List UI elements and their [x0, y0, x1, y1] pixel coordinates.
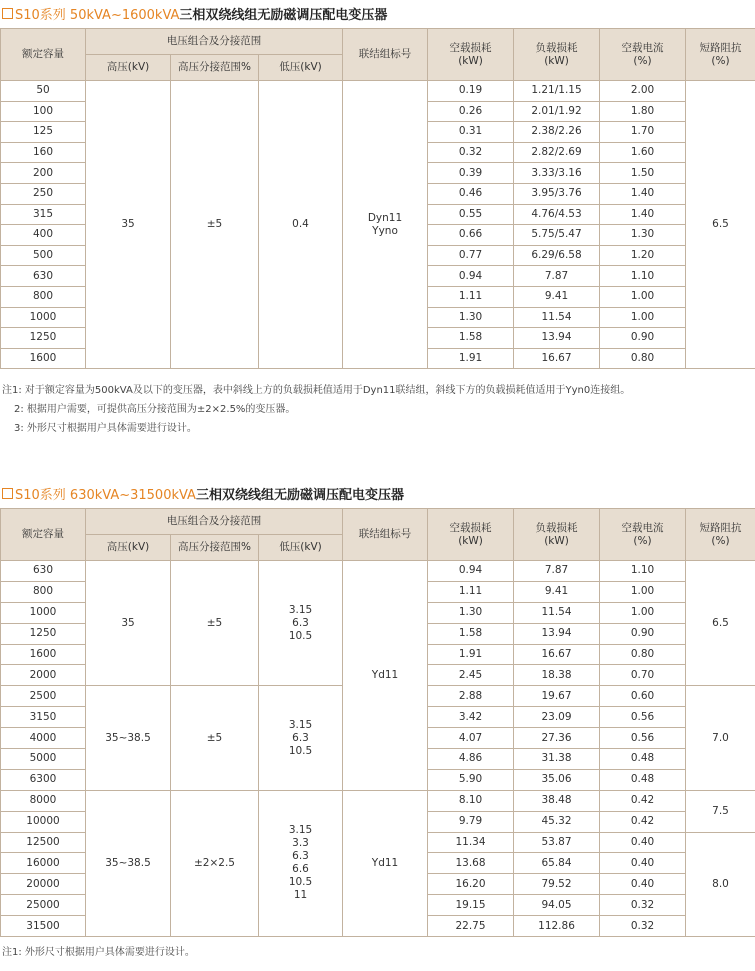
cell-noload-loss: 0.66 — [428, 225, 514, 246]
header-hv: 高压(kV) — [86, 55, 171, 81]
cell-noload-loss: 0.31 — [428, 122, 514, 143]
section-title — [0, 4, 755, 28]
cell-capacity: 31500 — [1, 916, 86, 937]
cell-capacity: 1250 — [1, 623, 86, 644]
cell-capacity: 8000 — [1, 790, 86, 811]
cell-load-loss: 2.01/1.92 — [514, 101, 600, 122]
cell-capacity: 1000 — [1, 307, 86, 328]
cell-noload-loss: 1.91 — [428, 348, 514, 369]
cell-load-loss: 16.67 — [514, 348, 600, 369]
cell-load-loss: 94.05 — [514, 895, 600, 916]
header-hv: 高压(kV) — [86, 535, 171, 561]
cell-vector-group: Yd11 — [343, 790, 428, 936]
header-noload-current: 空载电流 (%) — [600, 509, 686, 561]
header-load-loss: 负载损耗 (kW) — [514, 29, 600, 81]
header-lv: 低压(kV) — [259, 55, 343, 81]
cell-capacity: 500 — [1, 245, 86, 266]
cell-load-loss: 13.94 — [514, 623, 600, 644]
cell-load-loss: 4.76/4.53 — [514, 204, 600, 225]
notes-1 — [0, 381, 755, 438]
spec-table-1 — [0, 28, 755, 369]
cell-noload-loss: 8.10 — [428, 790, 514, 811]
cell-capacity: 1000 — [1, 602, 86, 623]
cell-noload-current: 0.80 — [600, 348, 686, 369]
cell-impedance: 6.5 — [686, 81, 755, 369]
cell-load-loss: 9.41 — [514, 286, 600, 307]
cell-noload-loss: 13.68 — [428, 853, 514, 874]
cell-noload-loss: 1.58 — [428, 623, 514, 644]
section-title — [0, 484, 755, 508]
cell-hv: 35~38.5 — [86, 790, 171, 936]
cell-noload-current: 1.00 — [600, 286, 686, 307]
cell-capacity: 4000 — [1, 728, 86, 749]
note-line: 2: 根据用户需要，可提供高压分接范围为±2×2.5%的变压器。 — [14, 404, 296, 416]
cell-load-loss: 1.21/1.15 — [514, 81, 600, 102]
note-line: 3: 外形尺寸根据用户具体需要进行设计。 — [14, 423, 197, 435]
cell-capacity: 6300 — [1, 769, 86, 790]
title-series: S10系列 50kVA~1600kVA — [15, 8, 180, 23]
header-capacity: 额定容量 — [1, 509, 86, 561]
checkbox-square-icon — [2, 488, 13, 499]
cell-load-loss: 79.52 — [514, 874, 600, 895]
cell-load-loss: 38.48 — [514, 790, 600, 811]
cell-load-loss: 27.36 — [514, 728, 600, 749]
cell-hv: 35 — [86, 81, 171, 369]
cell-load-loss: 23.09 — [514, 707, 600, 728]
cell-noload-loss: 0.94 — [428, 561, 514, 582]
section-s10-50-1600 — [0, 4, 755, 438]
header-lv: 低压(kV) — [259, 535, 343, 561]
cell-load-loss: 45.32 — [514, 811, 600, 832]
cell-hv: 35 — [86, 561, 171, 686]
cell-impedance: 6.5 — [686, 561, 755, 686]
cell-noload-current: 0.90 — [600, 623, 686, 644]
cell-tap-range: ±2×2.5 — [171, 790, 259, 936]
cell-capacity: 25000 — [1, 895, 86, 916]
title-description: 三相双绕线组无励磁调压配电变压器 — [195, 488, 404, 503]
cell-noload-current: 1.00 — [600, 581, 686, 602]
cell-capacity: 2500 — [1, 686, 86, 707]
note-line: 注1: 外形尺寸根据用户具体需要进行设计。 — [2, 947, 195, 959]
cell-lv: 3.15 3.3 6.3 6.6 10.5 11 — [259, 790, 343, 936]
checkbox-square-icon — [2, 8, 13, 19]
title-description: 三相双绕线组无励磁调压配电变压器 — [179, 8, 388, 23]
cell-load-loss: 9.41 — [514, 581, 600, 602]
cell-load-loss: 2.38/2.26 — [514, 122, 600, 143]
cell-noload-loss: 4.07 — [428, 728, 514, 749]
cell-capacity: 200 — [1, 163, 86, 184]
cell-hv: 35~38.5 — [86, 686, 171, 790]
cell-noload-loss: 0.94 — [428, 266, 514, 287]
section-s10-630-31500 — [0, 484, 755, 962]
cell-noload-current: 1.30 — [600, 225, 686, 246]
header-noload-loss: 空载损耗 (kW) — [428, 509, 514, 561]
cell-capacity: 50 — [1, 81, 86, 102]
cell-noload-current: 0.40 — [600, 853, 686, 874]
cell-tap-range: ±5 — [171, 686, 259, 790]
cell-vector-group: Dyn11 Yyno — [343, 81, 428, 369]
cell-noload-current: 0.48 — [600, 749, 686, 770]
cell-noload-current: 1.00 — [600, 307, 686, 328]
header-impedance: 短路阻抗 (%) — [686, 509, 755, 561]
cell-noload-current: 0.80 — [600, 644, 686, 665]
cell-lv: 3.15 6.3 10.5 — [259, 686, 343, 790]
cell-load-loss: 11.54 — [514, 307, 600, 328]
cell-load-loss: 31.38 — [514, 749, 600, 770]
title-series: S10系列 630kVA~31500kVA — [15, 488, 196, 503]
cell-noload-current: 1.50 — [600, 163, 686, 184]
cell-load-loss: 19.67 — [514, 686, 600, 707]
spec-table-2 — [0, 508, 755, 937]
header-load-loss: 负载损耗 (kW) — [514, 509, 600, 561]
cell-load-loss: 53.87 — [514, 832, 600, 853]
cell-noload-current: 0.90 — [600, 328, 686, 349]
cell-noload-loss: 1.91 — [428, 644, 514, 665]
cell-load-loss: 2.82/2.69 — [514, 142, 600, 163]
cell-load-loss: 7.87 — [514, 266, 600, 287]
cell-noload-current: 0.32 — [600, 916, 686, 937]
cell-load-loss: 35.06 — [514, 769, 600, 790]
cell-noload-loss: 9.79 — [428, 811, 514, 832]
cell-impedance: 7.0 — [686, 686, 755, 790]
cell-capacity: 2000 — [1, 665, 86, 686]
cell-noload-loss: 11.34 — [428, 832, 514, 853]
cell-noload-loss: 22.75 — [428, 916, 514, 937]
cell-capacity: 160 — [1, 142, 86, 163]
cell-capacity: 800 — [1, 286, 86, 307]
cell-capacity: 1600 — [1, 348, 86, 369]
header-tap-range: 高压分接范围% — [171, 55, 259, 81]
cell-capacity: 10000 — [1, 811, 86, 832]
cell-load-loss: 16.67 — [514, 644, 600, 665]
cell-noload-loss: 5.90 — [428, 769, 514, 790]
cell-noload-current: 2.00 — [600, 81, 686, 102]
cell-noload-current: 0.70 — [600, 665, 686, 686]
cell-noload-current: 1.10 — [600, 561, 686, 582]
cell-noload-loss: 0.46 — [428, 183, 514, 204]
cell-noload-loss: 19.15 — [428, 895, 514, 916]
cell-tap-range: ±5 — [171, 81, 259, 369]
cell-noload-current: 1.40 — [600, 183, 686, 204]
cell-capacity: 16000 — [1, 853, 86, 874]
header-noload-current: 空载电流 (%) — [600, 29, 686, 81]
cell-impedance: 7.5 — [686, 790, 755, 832]
cell-noload-loss: 1.30 — [428, 602, 514, 623]
cell-lv: 0.4 — [259, 81, 343, 369]
cell-noload-current: 0.42 — [600, 811, 686, 832]
cell-capacity: 250 — [1, 183, 86, 204]
cell-noload-loss: 2.45 — [428, 665, 514, 686]
cell-noload-current: 0.42 — [600, 790, 686, 811]
cell-capacity: 1600 — [1, 644, 86, 665]
header-impedance: 短路阻抗 (%) — [686, 29, 755, 81]
cell-capacity: 125 — [1, 122, 86, 143]
cell-capacity: 12500 — [1, 832, 86, 853]
cell-capacity: 5000 — [1, 749, 86, 770]
header-noload-loss: 空载损耗 (kW) — [428, 29, 514, 81]
cell-noload-loss: 1.11 — [428, 286, 514, 307]
cell-noload-loss: 0.32 — [428, 142, 514, 163]
header-capacity: 额定容量 — [1, 29, 86, 81]
cell-load-loss: 5.75/5.47 — [514, 225, 600, 246]
cell-capacity: 315 — [1, 204, 86, 225]
cell-noload-loss: 0.77 — [428, 245, 514, 266]
header-vector-group: 联结组标号 — [343, 29, 428, 81]
cell-noload-loss: 1.30 — [428, 307, 514, 328]
cell-capacity: 1250 — [1, 328, 86, 349]
cell-capacity: 400 — [1, 225, 86, 246]
cell-noload-loss: 0.26 — [428, 101, 514, 122]
cell-load-loss: 13.94 — [514, 328, 600, 349]
cell-tap-range: ±5 — [171, 561, 259, 686]
cell-vector-group: Yd11 — [343, 561, 428, 791]
cell-load-loss: 65.84 — [514, 853, 600, 874]
cell-load-loss: 11.54 — [514, 602, 600, 623]
cell-noload-current: 0.60 — [600, 686, 686, 707]
cell-load-loss: 112.86 — [514, 916, 600, 937]
cell-noload-current: 1.00 — [600, 602, 686, 623]
header-vector-group: 联结组标号 — [343, 509, 428, 561]
cell-noload-current: 0.40 — [600, 874, 686, 895]
cell-noload-loss: 2.88 — [428, 686, 514, 707]
cell-capacity: 3150 — [1, 707, 86, 728]
cell-capacity: 100 — [1, 101, 86, 122]
cell-noload-current: 0.32 — [600, 895, 686, 916]
cell-lv: 3.15 6.3 10.5 — [259, 561, 343, 686]
cell-capacity: 20000 — [1, 874, 86, 895]
cell-noload-current: 1.60 — [600, 142, 686, 163]
cell-noload-current: 1.70 — [600, 122, 686, 143]
cell-noload-current: 1.80 — [600, 101, 686, 122]
cell-capacity: 800 — [1, 581, 86, 602]
cell-load-loss: 6.29/6.58 — [514, 245, 600, 266]
cell-noload-loss: 0.39 — [428, 163, 514, 184]
cell-noload-loss: 1.11 — [428, 581, 514, 602]
notes-2 — [0, 943, 755, 962]
cell-noload-loss: 3.42 — [428, 707, 514, 728]
header-tap-range: 高压分接范围% — [171, 535, 259, 561]
cell-noload-current: 1.40 — [600, 204, 686, 225]
cell-noload-current: 0.56 — [600, 707, 686, 728]
cell-noload-loss: 0.19 — [428, 81, 514, 102]
cell-noload-loss: 0.55 — [428, 204, 514, 225]
note-line: 注1: 对于额定容量为500kVA及以下的变压器，表中斜线上方的负载损耗值适用于Dyn11联结组，斜线下方的负载损耗值适用于Yyn0连接组。 — [2, 385, 631, 397]
cell-noload-current: 1.20 — [600, 245, 686, 266]
header-voltage-group: 电压组合及分接范围 — [86, 29, 343, 55]
cell-load-loss: 7.87 — [514, 561, 600, 582]
cell-load-loss: 3.95/3.76 — [514, 183, 600, 204]
header-voltage-group: 电压组合及分接范围 — [86, 509, 343, 535]
cell-noload-current: 1.10 — [600, 266, 686, 287]
cell-noload-current: 0.40 — [600, 832, 686, 853]
cell-noload-current: 0.48 — [600, 769, 686, 790]
cell-noload-loss: 16.20 — [428, 874, 514, 895]
cell-noload-loss: 1.58 — [428, 328, 514, 349]
cell-capacity: 630 — [1, 561, 86, 582]
cell-capacity: 630 — [1, 266, 86, 287]
cell-load-loss: 18.38 — [514, 665, 600, 686]
cell-impedance: 8.0 — [686, 832, 755, 936]
cell-load-loss: 3.33/3.16 — [514, 163, 600, 184]
cell-noload-loss: 4.86 — [428, 749, 514, 770]
cell-noload-current: 0.56 — [600, 728, 686, 749]
